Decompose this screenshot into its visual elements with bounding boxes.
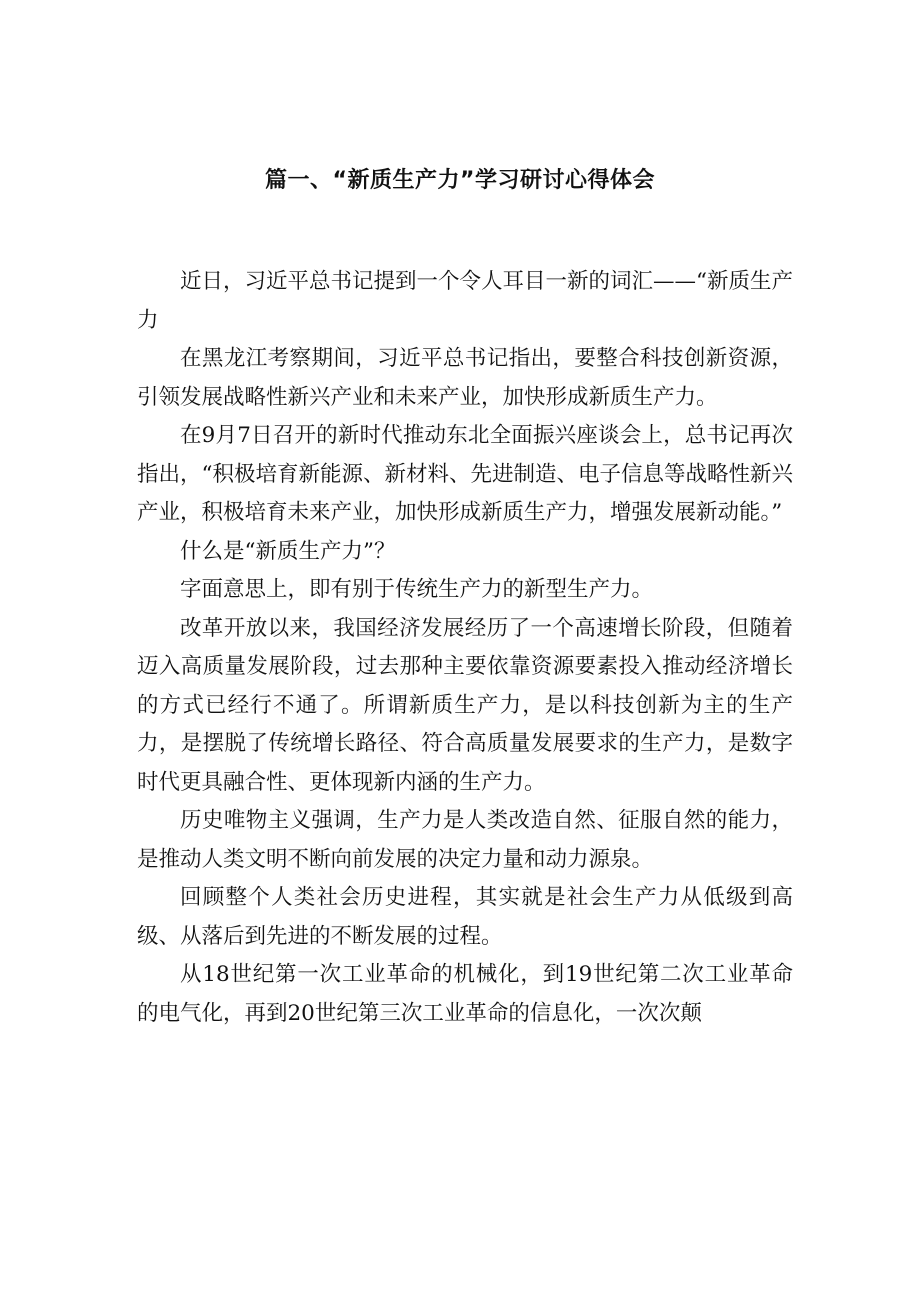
document-body xyxy=(137,263,793,1033)
paragraph-5: 字面意思上，即有别于传统生产力的新型生产力。 xyxy=(180,577,654,602)
paragraph-4: 什么是“新质生产力”？ xyxy=(180,538,396,564)
paragraph-7: 历史唯物主义强调，生产力是人类改造自然、征服自然的能力，是推动人类文明不断向前发展的决定力量和动力源泉。 xyxy=(137,808,793,872)
document-title: 篇一、“新质生产力”学习研讨心得体会 xyxy=(265,168,655,193)
paragraph-9: 从18世纪第一次工业革命的机械化，到19世纪第二次工业革命的电气化，再到20世纪第三次工业革命的信息化，一次次颠 xyxy=(137,962,793,1026)
paragraph-3: 在9月7日召开的新时代推动东北全面振兴座谈会上，总书记再次指出，“积极培育新能源、新材料、先进制造、电子信息等战略性新兴产业，积极培育未来产业，加快形成新质生产力，增强发展新动能。” xyxy=(137,423,793,525)
paragraph-8: 回顾整个人类社会历史进程，其实就是社会生产力从低级到高级、从落后到先进的不断发展的过程。 xyxy=(137,885,793,949)
paragraph-2: 在黑龙江考察期间，习近平总书记指出，要整合科技创新资源，引领发展战略性新兴产业和未来产业，加快形成新质生产力。 xyxy=(137,346,793,410)
paragraph-1: 近日，习近平总书记提到一个令人耳目一新的词汇——“新质生产力 xyxy=(137,269,793,333)
paragraph-6: 改革开放以来，我国经济发展经历了一个高速增长阶段，但随着迈入高质量发展阶段，过去那种主要依靠资源要素投入推动经济增长的方式已经行不通了。所谓新质生产力，是以科技创新为主的生产力，是摆脱了传统增长路径、符合高质量发展要求的生产力，是数字时代更具融合性、更体现新内涵的生产力。 xyxy=(137,615,793,795)
